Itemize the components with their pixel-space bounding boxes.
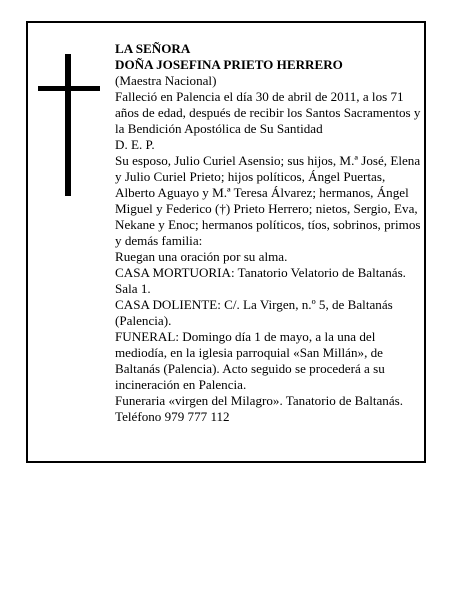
rip-line: D. E. P. xyxy=(115,137,155,152)
prayer-request: Ruegan una oración por su alma. xyxy=(115,249,288,264)
death-statement: Falleció en Palencia el día 30 de abril de 2011, a los 71 años de edad, después de recibir los Santos Sacramentos y la Bendición Apostólica de Su Santidad xyxy=(115,89,421,136)
casa-mortuoria: CASA MORTUORIA: Tanatorio Velatorio de Baltanás. Sala 1. xyxy=(115,265,406,296)
obituary-text xyxy=(115,41,421,425)
notice-title: LA SEÑORA xyxy=(115,41,191,56)
deceased-name: DOÑA JOSEFINA PRIETO HERRERO xyxy=(115,57,343,72)
obituary-notice xyxy=(26,21,426,463)
funeral-info: FUNERAL: Domingo día 1 de mayo, a la una del mediodía, en la iglesia parroquial «San Millán», de Baltanás (Palencia). Acto seguido se procederá a su incineración en Palencia. xyxy=(115,329,385,392)
casa-doliente: CASA DOLIENTE: C/. La Virgen, n.º 5, de Baltanás (Palencia). xyxy=(115,297,393,328)
cross-icon xyxy=(38,54,100,196)
cross-horizontal-bar xyxy=(38,86,100,91)
occupation: (Maestra Nacional) xyxy=(115,73,217,88)
cross-vertical-bar xyxy=(65,54,71,196)
family-list: Su esposo, Julio Curiel Asensio; sus hijos, M.ª José, Elena y Julio Curiel Prieto; hijos políticos, Ángel Puertas, Alberto Aguayo y M.ª Teresa Álvarez; hermanos, Ángel Miguel y Federico (†) Prieto Herrero; nietos, Sergio, Eva, Nekane y Enoc; hermanos políticos, tíos, sobrinos, primos y demás familia: xyxy=(115,153,421,248)
funeraria-info: Funeraria «virgen del Milagro». Tanatorio de Baltanás. Teléfono 979 777 112 xyxy=(115,393,404,424)
